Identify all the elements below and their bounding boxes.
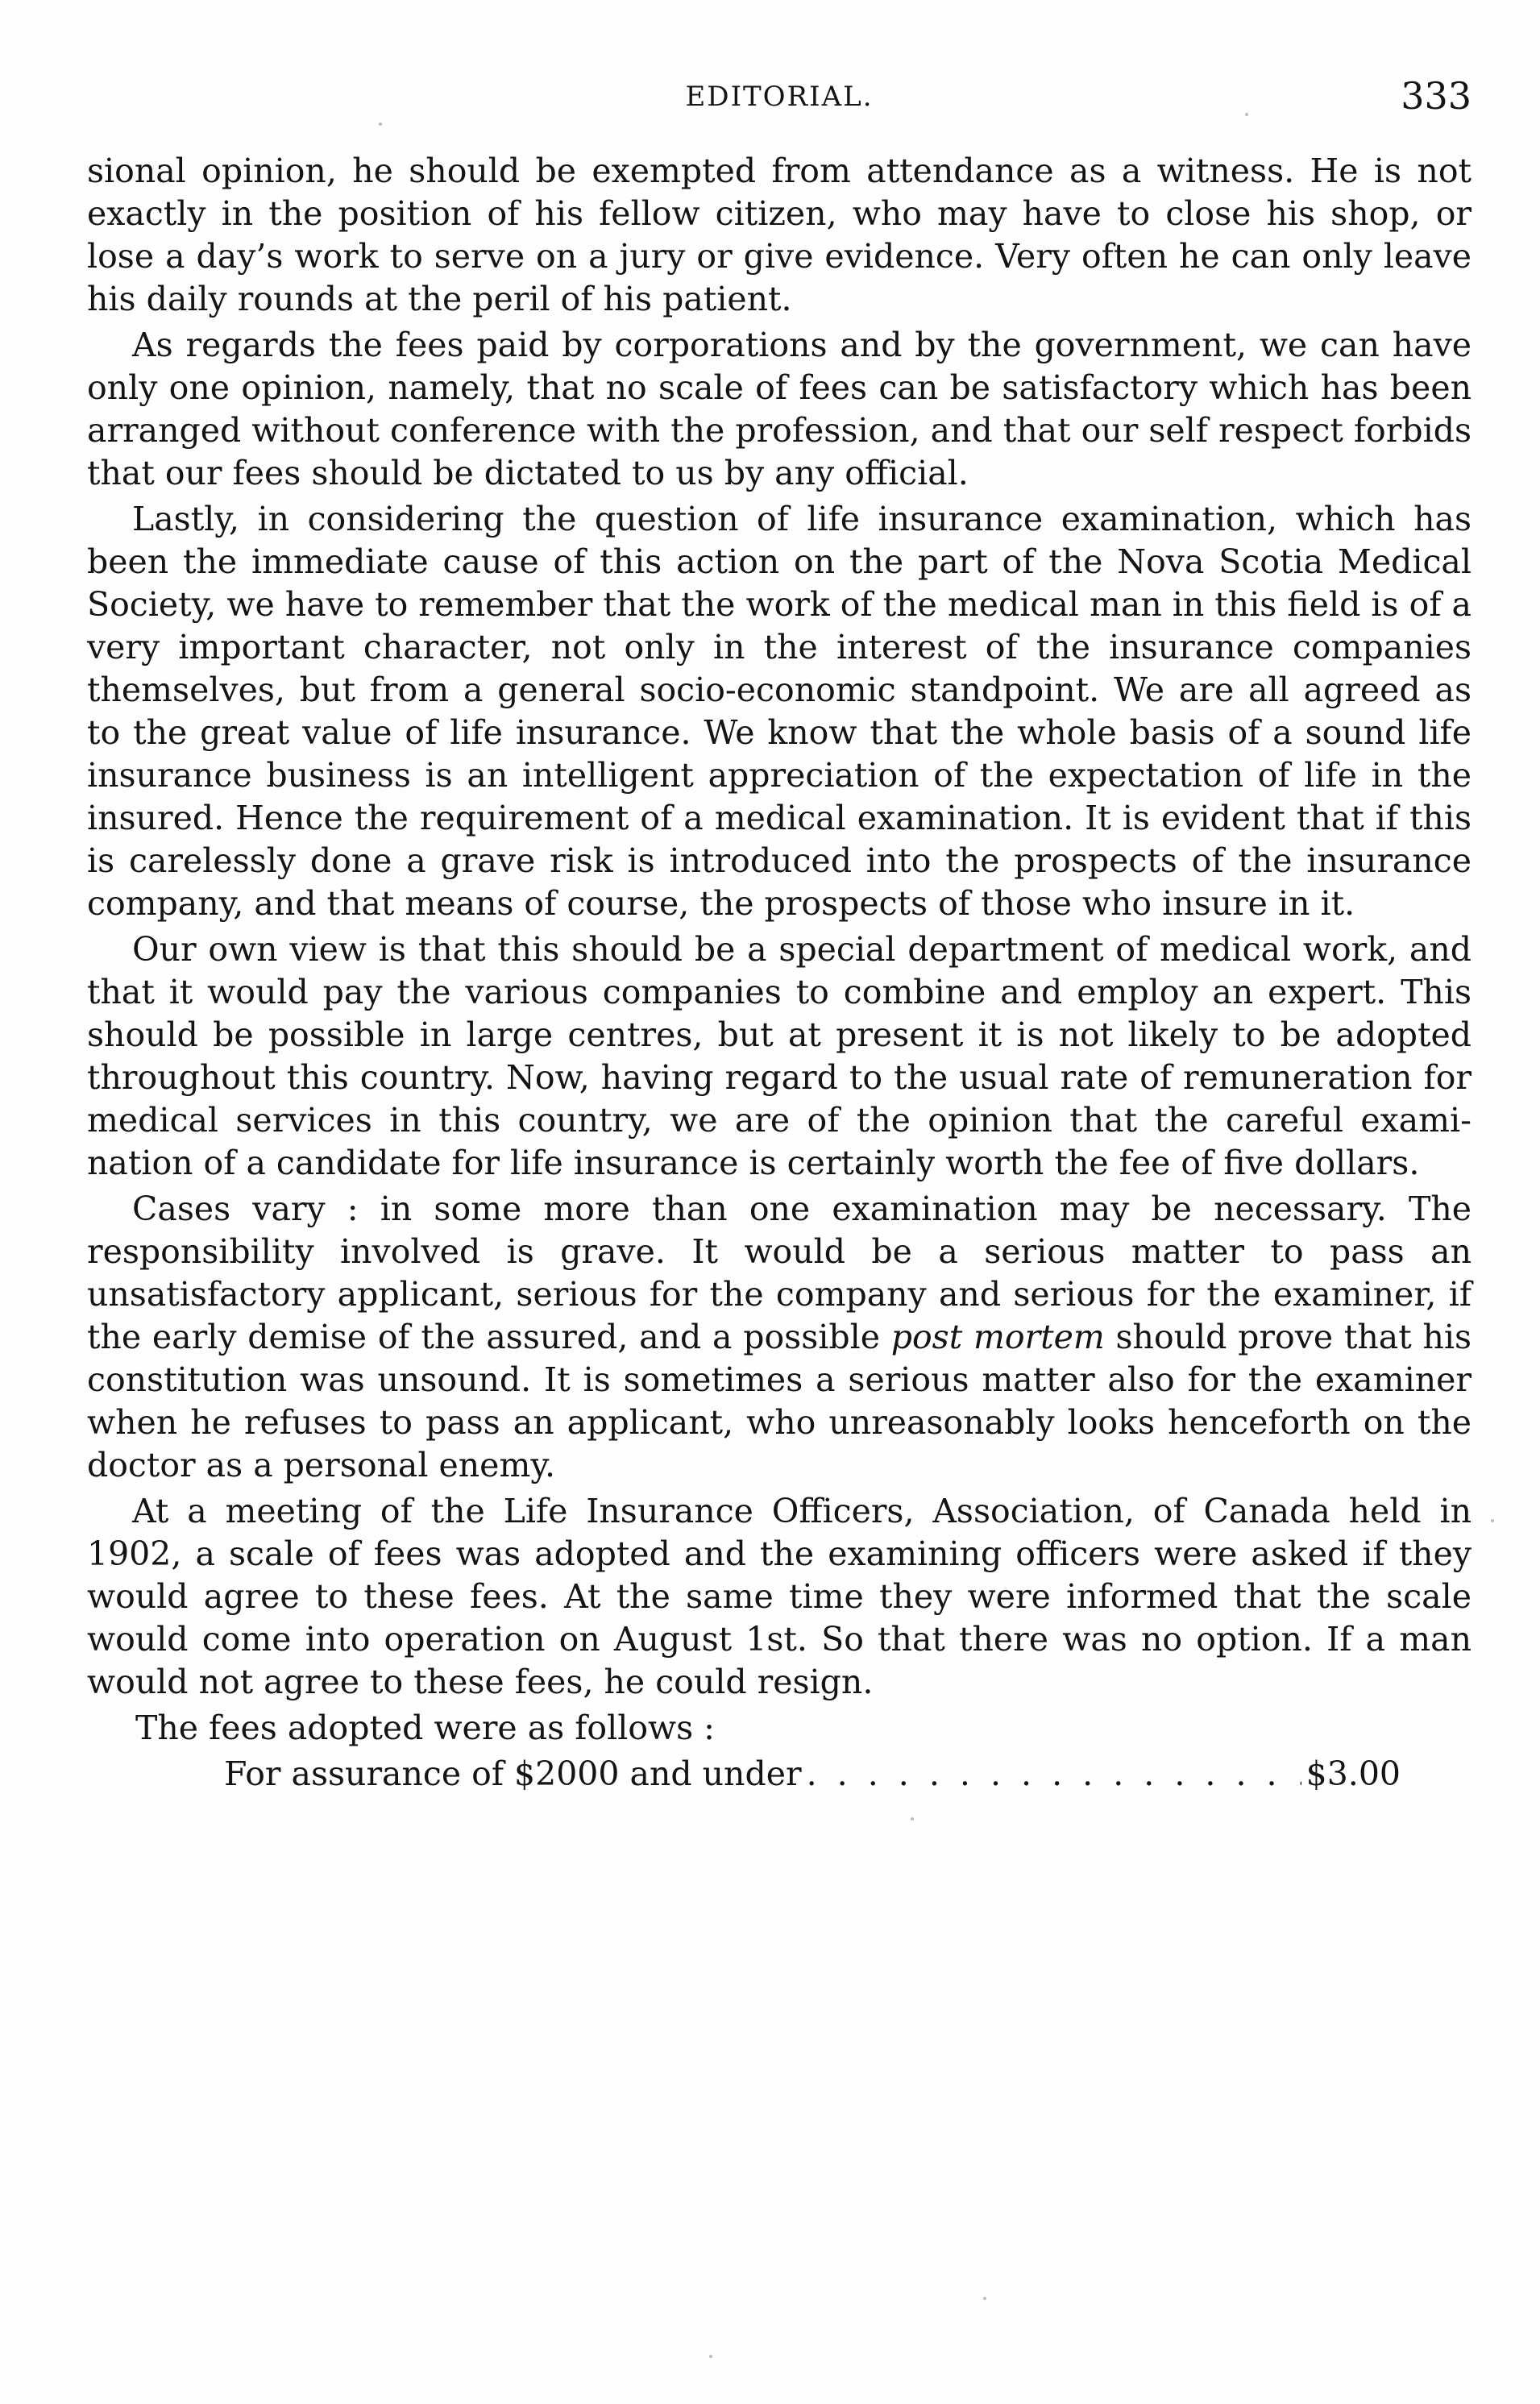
print-speck [911, 1817, 914, 1821]
paragraph-meeting-1902: At a meeting of the Life Insurance Officers, Association, of Canada held in 1902, a scale of fees was adopted and the examining officers were asked if they would agree to these fees. At the same time they were informed that the scale would come into operation on August 1st. So that there was no option. If a man would not agree to these fees, he could resign. [87, 1492, 1472, 1701]
print-speck [983, 2297, 986, 2300]
print-speck [1491, 1519, 1494, 1522]
post-mortem-term: post mortem [890, 1318, 1105, 1356]
fee-schedule-row [224, 1753, 1401, 1796]
print-speck [709, 2355, 712, 2358]
paragraph-cases-vary-after: should prove that his constitution was unsound. It is sometimes a serious matter also for the examiner when he refuses to pass an applicant, who unreasonably looks henceforth on the doctor as a personal enemy. [87, 1318, 1472, 1484]
fee-label: For assurance of $2000 and under [224, 1754, 802, 1793]
editorial-body [87, 150, 1472, 1796]
paragraph-cases-vary-before: Cases vary : in some more than one examination may be necessary. The responsibility involved is grave. It would be a serious matter to pass an unsatisfactory applicant, serious for the company and serious for the examiner, if the early demise of the assured, and a possible [87, 1190, 1472, 1356]
print-speck [379, 122, 382, 126]
paragraph-life-insurance: Lastly, in considering the question of life insurance examination, which has been the immediate cause of this action on the part of the Nova Scotia Medical Society, we have to remember that the work of the medical man in this field is of a very important character, not only in the interest of the insurance companies themselves, but from a general socio-economic standpoint. We are all agreed as to the great value of life insurance. We know that the whole basis of a sound life insurance business is an intelligent appreciation of the expectation of life in the insured. Hence the requirement of a medical examination. It is evident that if this is carelessly done a grave risk is introduced into the prospects of the insurance company, and that means of course, the prospects of those who insure in it. [87, 500, 1472, 923]
fee-amount: $3.00 [1305, 1754, 1401, 1793]
dot-leader [807, 1753, 1301, 1796]
print-speck [1245, 113, 1248, 116]
running-head [87, 74, 1472, 122]
paragraph-own-view: Our own view is that this should be a special department of medical work, and that it would pay the various companies to combine and employ an expert. This should be possible in large centres, but at present it is not likely to be adopted throughout this country. Now, having regard to the usual rate of remuneration for medical services in this country, we are of the opinion that the careful examination of a candidate for life insurance is certainly worth the fee of five dollars. [87, 930, 1472, 1182]
paragraph-exemption: sional opinion, he should be exempted from attendance as a witness. He is not exactly in the position of his fellow citizen, who may have to close his shop, or lose a day’s work to serve on a jury or give evidence. Very often he can only leave his daily rounds at the peril of his patient. [87, 152, 1472, 318]
paragraph-cases-vary [87, 1188, 1472, 1487]
running-title: EDITORIAL. [685, 81, 874, 113]
paragraph-corporation-fees: As regards the fees paid by corporations and by the government, we can have only one opinion, namely, that no scale of fees can be satisfactory which has been arranged without conference with the profession, and that our self respect forbids that our fees should be dictated to us by any official. [87, 326, 1472, 492]
paragraph-fees-intro: The fees adopted were as follows : [135, 1709, 715, 1747]
page-number: 333 [1401, 74, 1472, 118]
